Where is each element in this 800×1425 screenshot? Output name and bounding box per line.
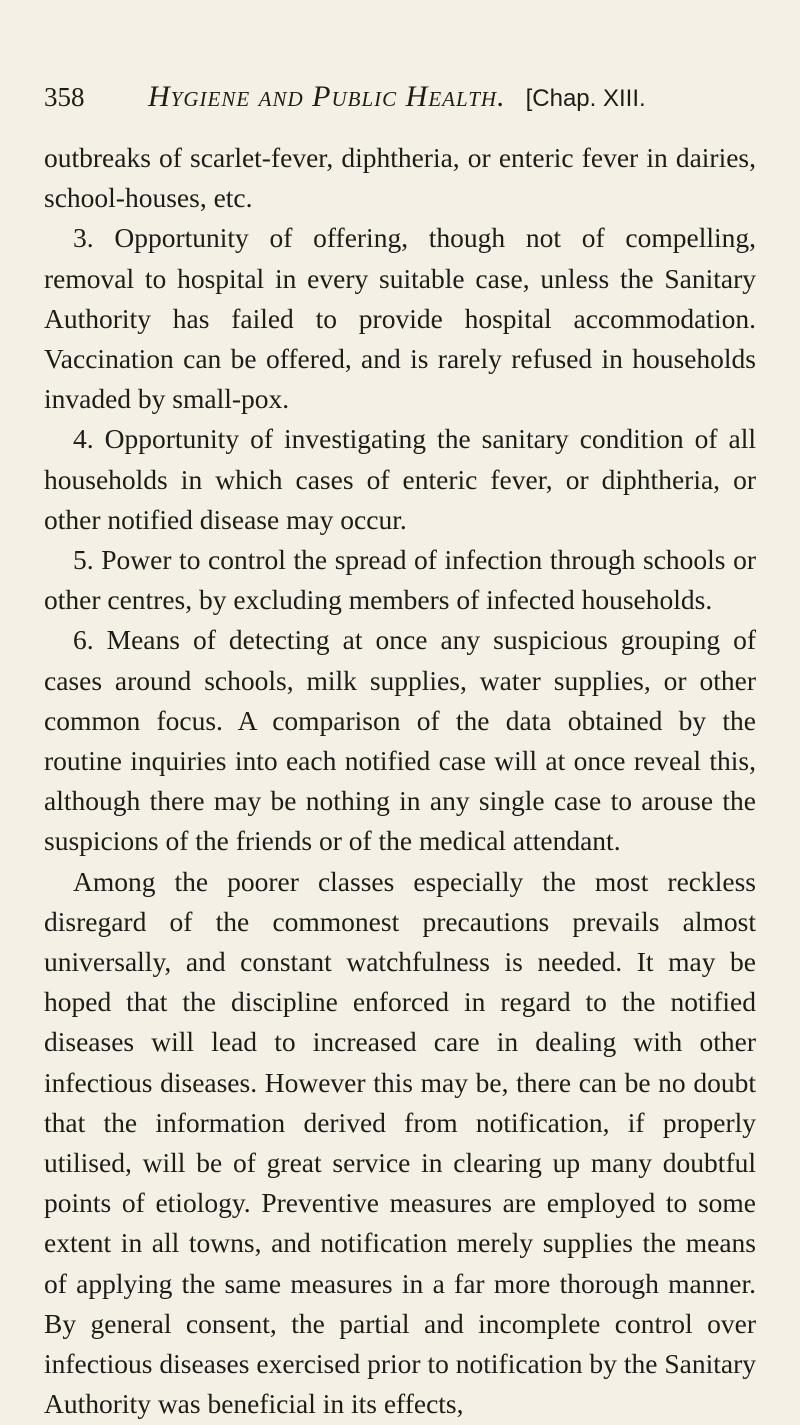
- paragraph-discussion: Among the poorer classes especially the most reckless disregard of the commonest precautions prevails almost universally, and constant watchfulness is needed. It may be hoped that the discipline enforced in regard to the notified diseases will lead to increased care in dealing with other infectious diseases. However this may be, there can be no doubt that the information derived from notification, if properly utilised, will be of great service in clearing up many doubtful points of etiology. Preventive measures are employed to some extent in all towns, and notification merely supplies the means of applying the same measures in a far more thorough manner. By general consent, the partial and incomplete control over infectious diseases exercised prior to notification by the Sanitary Authority was beneficial in its effects,: [44, 865, 756, 1420]
- paragraph-item-3: 3. Opportunity of offering, though not of compelling, removal to hospital in every suitable case, unless the Sanitary Authority has failed to provide hospital accommodation. Vaccination can be offered, and is rarely refused in households invaded by small-pox.: [44, 222, 756, 415]
- paragraph-item-6: 6. Means of detecting at once any suspicious grouping of cases around schools, milk supplies, water supplies, or other common focus. A comparison of the data obtained by the routine inquiries into each notified case will at once reveal this, although there may be nothing in any single case to arouse the suspicions of the friends or of the medical attendant.: [44, 624, 756, 857]
- page-number: 358: [44, 82, 85, 112]
- running-head: [44, 80, 756, 124]
- body-text: [44, 138, 756, 1425]
- running-title: Hygiene and Public Health.: [148, 80, 506, 113]
- chapter-reference: [Chap. XIII.: [525, 85, 646, 112]
- paragraph-continuation: outbreaks of scarlet-fever, diphtheria, or enteric fever in dairies, school-houses, etc.: [44, 142, 756, 214]
- paragraph-item-4: 4. Opportunity of investigating the sanitary condition of all households in which cases of enteric fever, or diphtheria, or other notified disease may occur.: [44, 423, 756, 535]
- paragraph-item-5: 5. Power to control the spread of infection through schools or other centres, by excluding members of infected households.: [44, 544, 756, 616]
